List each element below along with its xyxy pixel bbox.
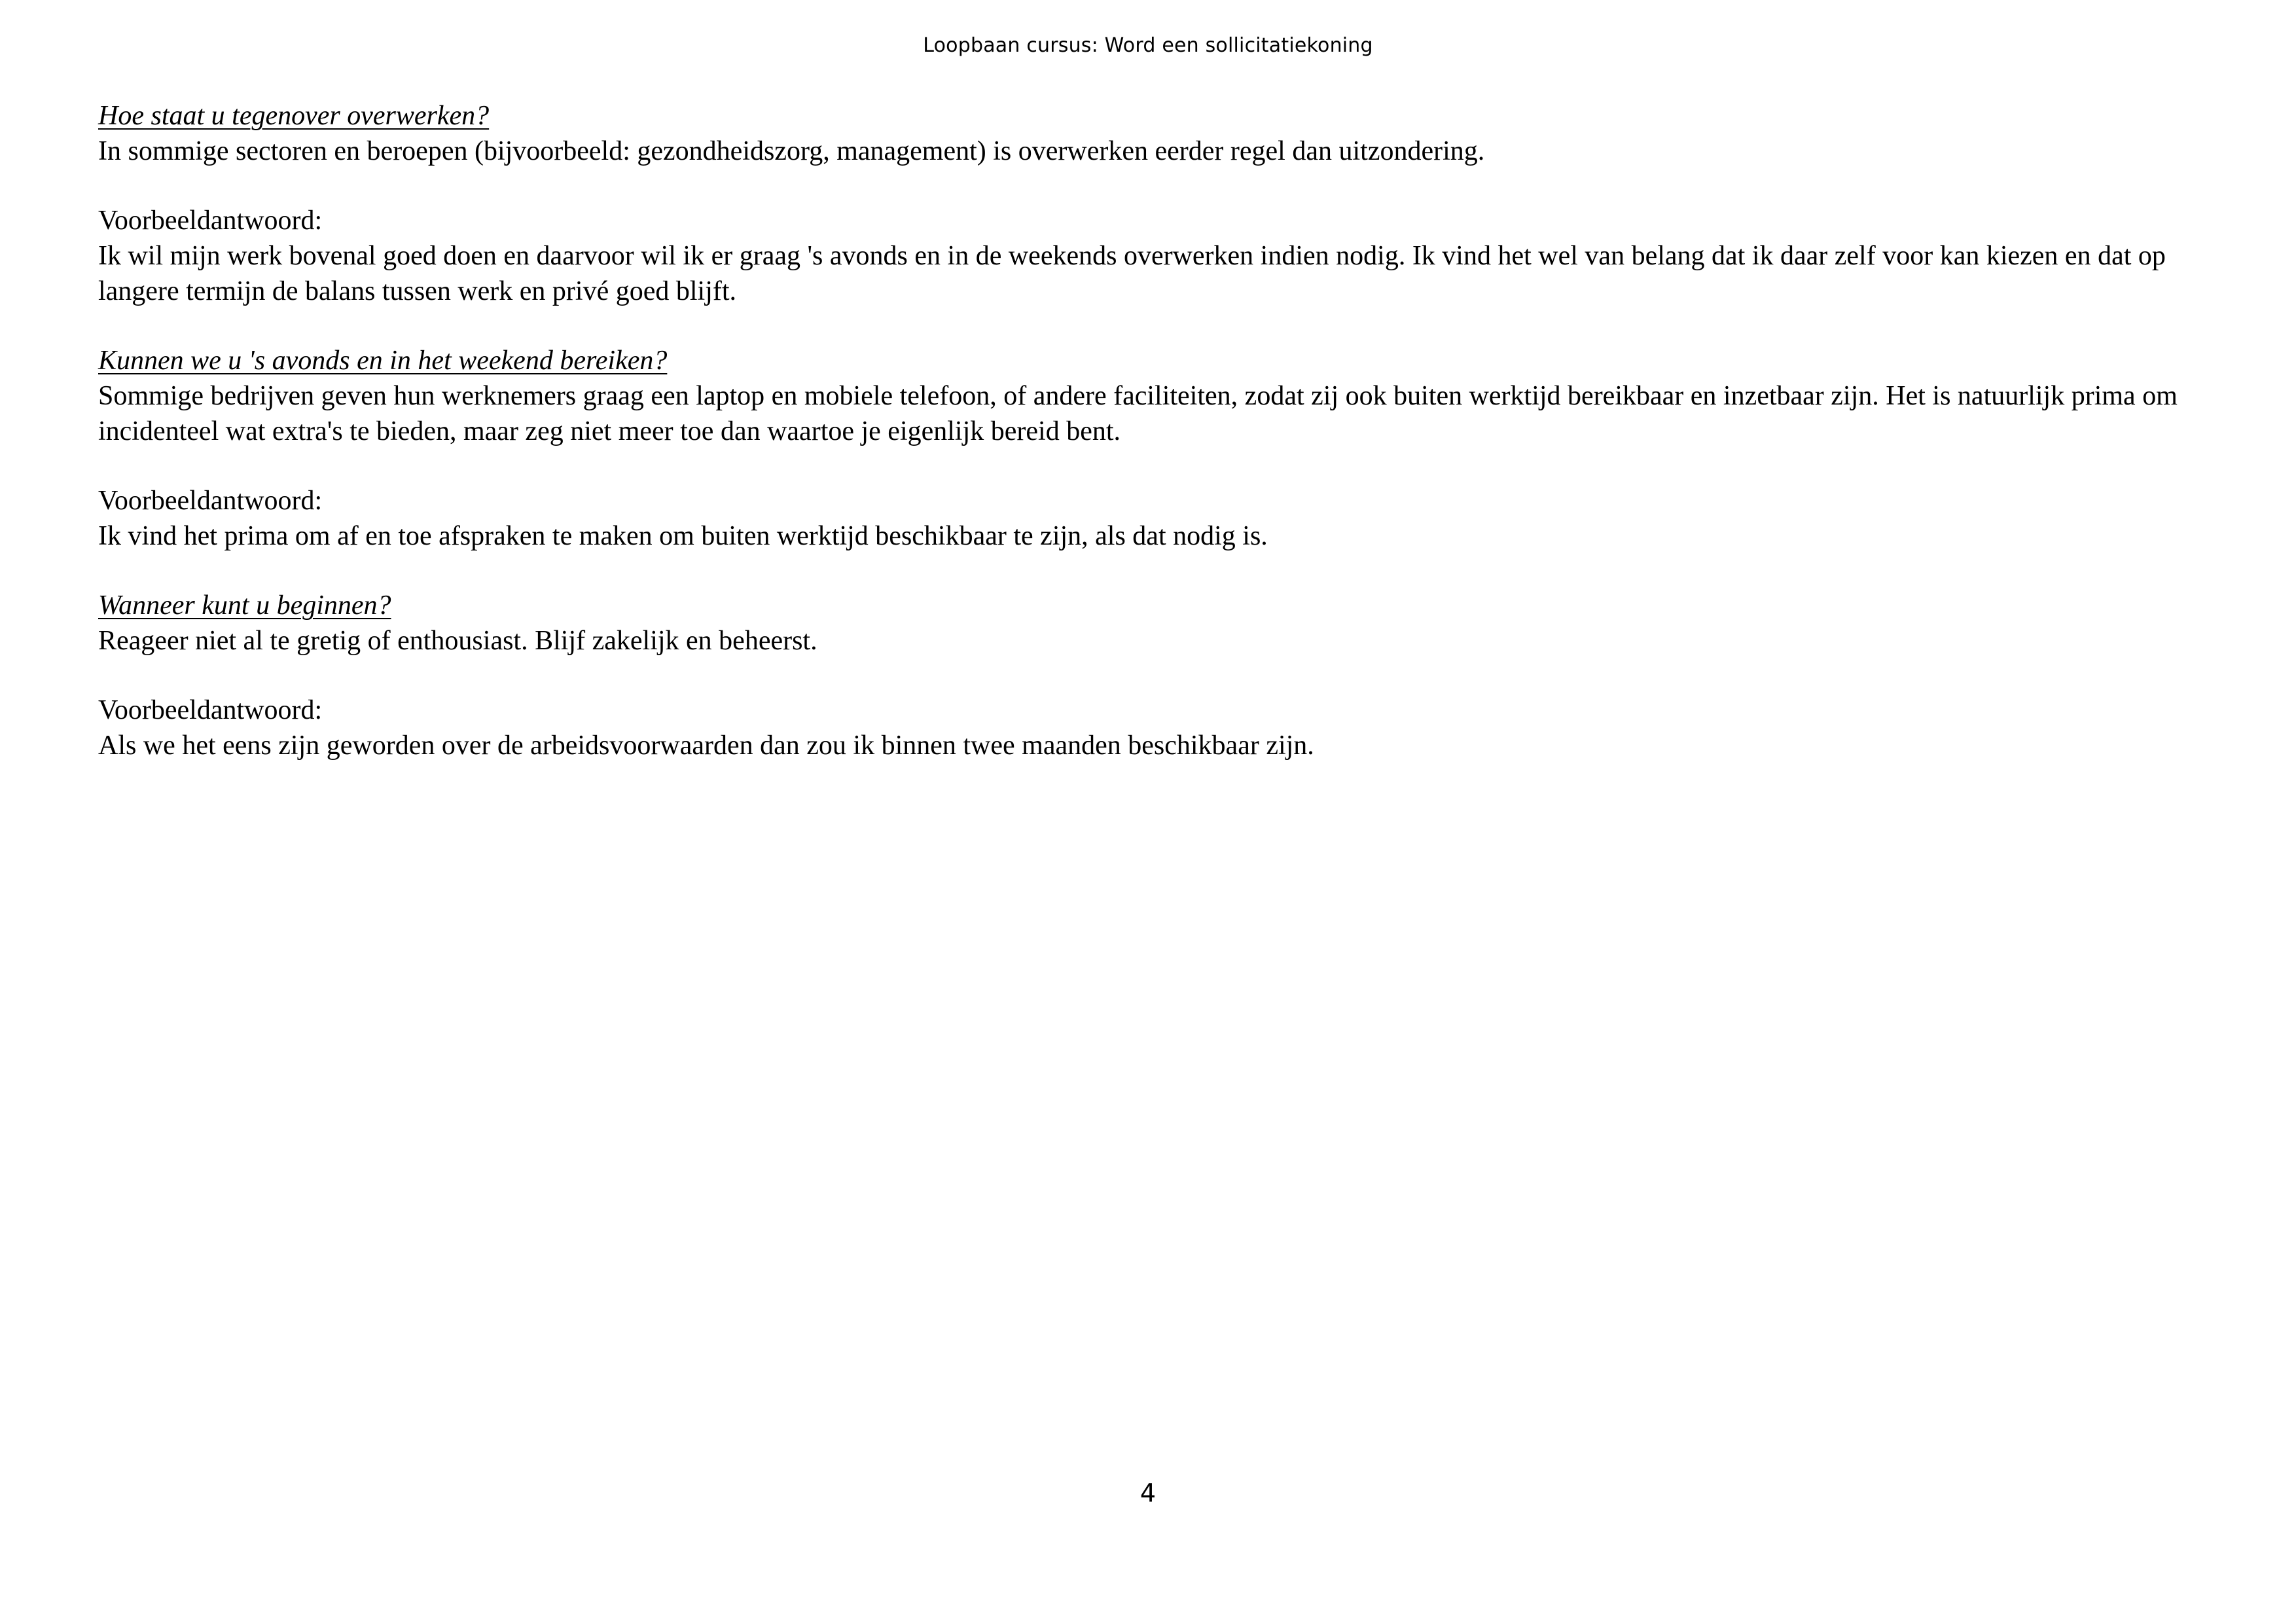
question-heading: Wanneer kunt u beginnen?	[98, 590, 391, 621]
section-bereikbaarheid	[98, 343, 2212, 449]
example-answer-bereikbaarheid	[98, 483, 2212, 554]
paragraph-text: Reageer niet al te gretig of enthousiast. Blijf zakelijk en beheerst.	[98, 626, 817, 656]
page-header: Loopbaan cursus: Word een sollicitatiekoning	[923, 34, 1373, 57]
example-answer-label: Voorbeeldantwoord:	[98, 206, 323, 236]
example-answer-text: Ik vind het prima om af en toe afspraken te maken om buiten werktijd beschikbaar te zijn, als dat nodig is.	[98, 521, 1268, 551]
question-heading: Kunnen we u 's avonds en in het weekend bereiken?	[98, 346, 668, 376]
section-beginnen	[98, 588, 2212, 659]
example-answer-overwerken	[98, 203, 2212, 309]
example-answer-label: Voorbeeldantwoord:	[98, 695, 323, 725]
example-answer-text: Ik wil mijn werk bovenal goed doen en daarvoor wil ik er graag 's avonds en in de weekends overwerken indien nodig. Ik vind het wel van belang dat ik daar zelf voor kan kiezen en dat op langere termijn de balans tussen werk en privé goed blijft.	[98, 241, 2166, 306]
question-heading: Hoe staat u tegenover overwerken?	[98, 101, 490, 131]
example-answer-label: Voorbeeldantwoord:	[98, 486, 323, 516]
section-overwerken	[98, 98, 2212, 169]
paragraph-text: Sommige bedrijven geven hun werknemers graag een laptop en mobiele telefoon, of andere faciliteiten, zodat zij ook buiten werktijd bereikbaar en inzetbaar zijn. Het is natuurlijk prima om incidenteel wat extra's te bieden, maar zeg niet meer toe dan waartoe je eigenlijk bereid bent.	[98, 381, 2178, 446]
paragraph-text: In sommige sectoren en beroepen (bijvoorbeeld: gezondheidszorg, management) is overwerken eerder regel dan uitzondering.	[98, 136, 1485, 166]
example-answer-text: Als we het eens zijn geworden over de arbeidsvoorwaarden dan zou ik binnen twee maanden beschikbaar zijn.	[98, 731, 1314, 761]
page-number: 4	[1139, 1479, 1157, 1507]
example-answer-beginnen	[98, 693, 2212, 763]
document-body	[98, 98, 2212, 797]
